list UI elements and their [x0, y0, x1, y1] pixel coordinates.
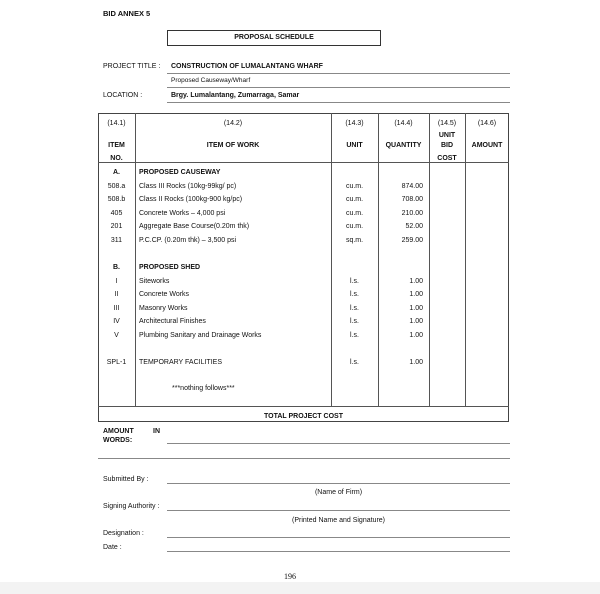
total-divider	[98, 406, 509, 407]
row-item-work: PROPOSED CAUSEWAY	[139, 169, 221, 176]
annex-label: BID ANNEX 5	[103, 9, 151, 18]
row-quantity: 1.00	[409, 359, 423, 366]
project-title-label: PROJECT TITLE :	[103, 63, 161, 70]
project-subtitle: Proposed Causeway/Wharf	[171, 77, 251, 84]
row-quantity: 1.00	[409, 291, 423, 298]
row-quantity: 210.00	[401, 210, 423, 217]
row-unit: l.s.	[350, 291, 359, 298]
row-item-work: PROPOSED SHED	[139, 264, 201, 271]
col-amount-label: AMOUNT	[471, 142, 503, 149]
row-item-no: SPL-1	[106, 359, 127, 366]
row-unit: cu.m.	[345, 223, 364, 230]
location-value: Brgy. Lumalantang, Zumarraga, Samar	[171, 92, 300, 99]
firm-caption: (Name of Firm)	[314, 489, 363, 496]
location-underline	[167, 102, 510, 103]
total-project-cost-label: TOTAL PROJECT COST	[264, 413, 343, 420]
row-quantity: 1.00	[409, 278, 423, 285]
row-item-no: B.	[113, 264, 120, 271]
col-code-6: (14.6)	[477, 120, 497, 127]
row-item-no: III	[113, 305, 120, 312]
col-code-3: (14.3)	[345, 120, 364, 127]
row-quantity: 1.00	[409, 305, 423, 312]
col-unit-label: UNIT	[346, 142, 363, 149]
row-item-no: 311	[110, 237, 123, 244]
row-unit: l.s.	[350, 318, 359, 325]
row-quantity: 259.00	[401, 237, 423, 244]
submitted-by-label: Submitted By :	[103, 476, 149, 483]
signing-authority-label: Signing Authority :	[103, 503, 160, 510]
row-quantity: 1.00	[409, 332, 423, 339]
date-line[interactable]	[167, 551, 510, 552]
row-quantity: 874.00	[401, 183, 423, 190]
designation-line[interactable]	[167, 537, 510, 538]
row-unit: cu.m.	[345, 196, 364, 203]
row-quantity: 1.00	[409, 318, 423, 325]
project-subtitle-underline	[167, 87, 510, 88]
row-item-work: Plumbing Sanitary and Drainage Works	[139, 332, 262, 339]
row-item-no: 405	[110, 210, 123, 217]
signature-caption: (Printed Name and Signature)	[292, 517, 385, 524]
row-item-no: V	[114, 332, 119, 339]
date-label: Date :	[103, 544, 122, 551]
row-item-no: 201	[110, 223, 123, 230]
col-no-label: NO.	[110, 155, 123, 162]
row-item-work: Siteworks	[139, 278, 170, 285]
row-item-work: TEMPORARY FACILITIES	[139, 359, 222, 366]
row-unit: l.s.	[350, 305, 359, 312]
row-item-no: I	[115, 278, 118, 285]
schedule-title: PROPOSAL SCHEDULE	[167, 30, 381, 46]
row-quantity: 708.00	[401, 196, 423, 203]
col-sep-5	[465, 113, 466, 406]
row-item-no: II	[114, 291, 119, 298]
project-title: CONSTRUCTION OF LUMALANTANG WHARF	[171, 63, 323, 70]
row-unit: l.s.	[350, 332, 359, 339]
location-label: LOCATION :	[103, 92, 143, 99]
col-bid-label-3: COST	[437, 155, 457, 162]
row-item-no: IV	[113, 318, 120, 325]
row-item-no: A.	[113, 169, 120, 176]
row-item-work: Aggregate Base Course(0.20m thk)	[139, 223, 250, 230]
row-item-no: 508.b	[107, 196, 126, 203]
row-unit: l.s.	[350, 359, 359, 366]
row-item-work: Concrete Works – 4,000 psi	[139, 210, 226, 217]
col-code-1: (14.1)	[107, 120, 126, 127]
amount-words-label: WORDS:	[103, 437, 133, 444]
header-divider	[98, 162, 509, 163]
amount-words-line-1	[167, 443, 510, 444]
col-code-2: (14.2)	[223, 120, 243, 127]
row-unit: cu.m.	[345, 183, 364, 190]
nothing-follows: ***nothing follows***	[172, 385, 235, 392]
col-sep-1	[135, 113, 136, 406]
row-item-no: 508.a	[107, 183, 126, 190]
col-work-label: ITEM OF WORK	[206, 142, 260, 149]
row-unit: sq.m.	[345, 237, 364, 244]
col-bid-label-1: UNIT	[438, 132, 456, 139]
signing-authority-line[interactable]	[167, 510, 510, 511]
col-code-5: (14.5)	[437, 120, 457, 127]
row-item-work: Concrete Works	[139, 291, 190, 298]
col-code-4: (14.4)	[394, 120, 413, 127]
row-quantity: 52.00	[405, 223, 423, 230]
row-item-work: Class III Rocks (10kg-99kg/ pc)	[139, 183, 237, 190]
page-bottom-shade	[0, 582, 600, 594]
row-item-work: Masonry Works	[139, 305, 188, 312]
col-bid-label-2: BID	[440, 142, 454, 149]
amount-label: AMOUNT	[103, 428, 134, 435]
designation-label: Designation :	[103, 530, 144, 537]
row-unit: cu.m.	[345, 210, 364, 217]
page-number: 196	[284, 572, 296, 581]
amount-in-label: IN	[153, 428, 160, 435]
row-item-work: Class II Rocks (100kg-900 kg/pc)	[139, 196, 243, 203]
project-title-underline	[167, 73, 510, 74]
col-item-label: ITEM	[108, 142, 125, 149]
row-unit: l.s.	[350, 278, 359, 285]
amount-words-line-2	[98, 458, 510, 459]
row-item-work: Architectural Finishes	[139, 318, 206, 325]
row-item-work: P.C.CP. (0.20m thk) – 3,500 psi	[139, 237, 237, 244]
col-qty-label: QUANTITY	[385, 142, 422, 149]
submitted-by-line[interactable]	[167, 483, 510, 484]
